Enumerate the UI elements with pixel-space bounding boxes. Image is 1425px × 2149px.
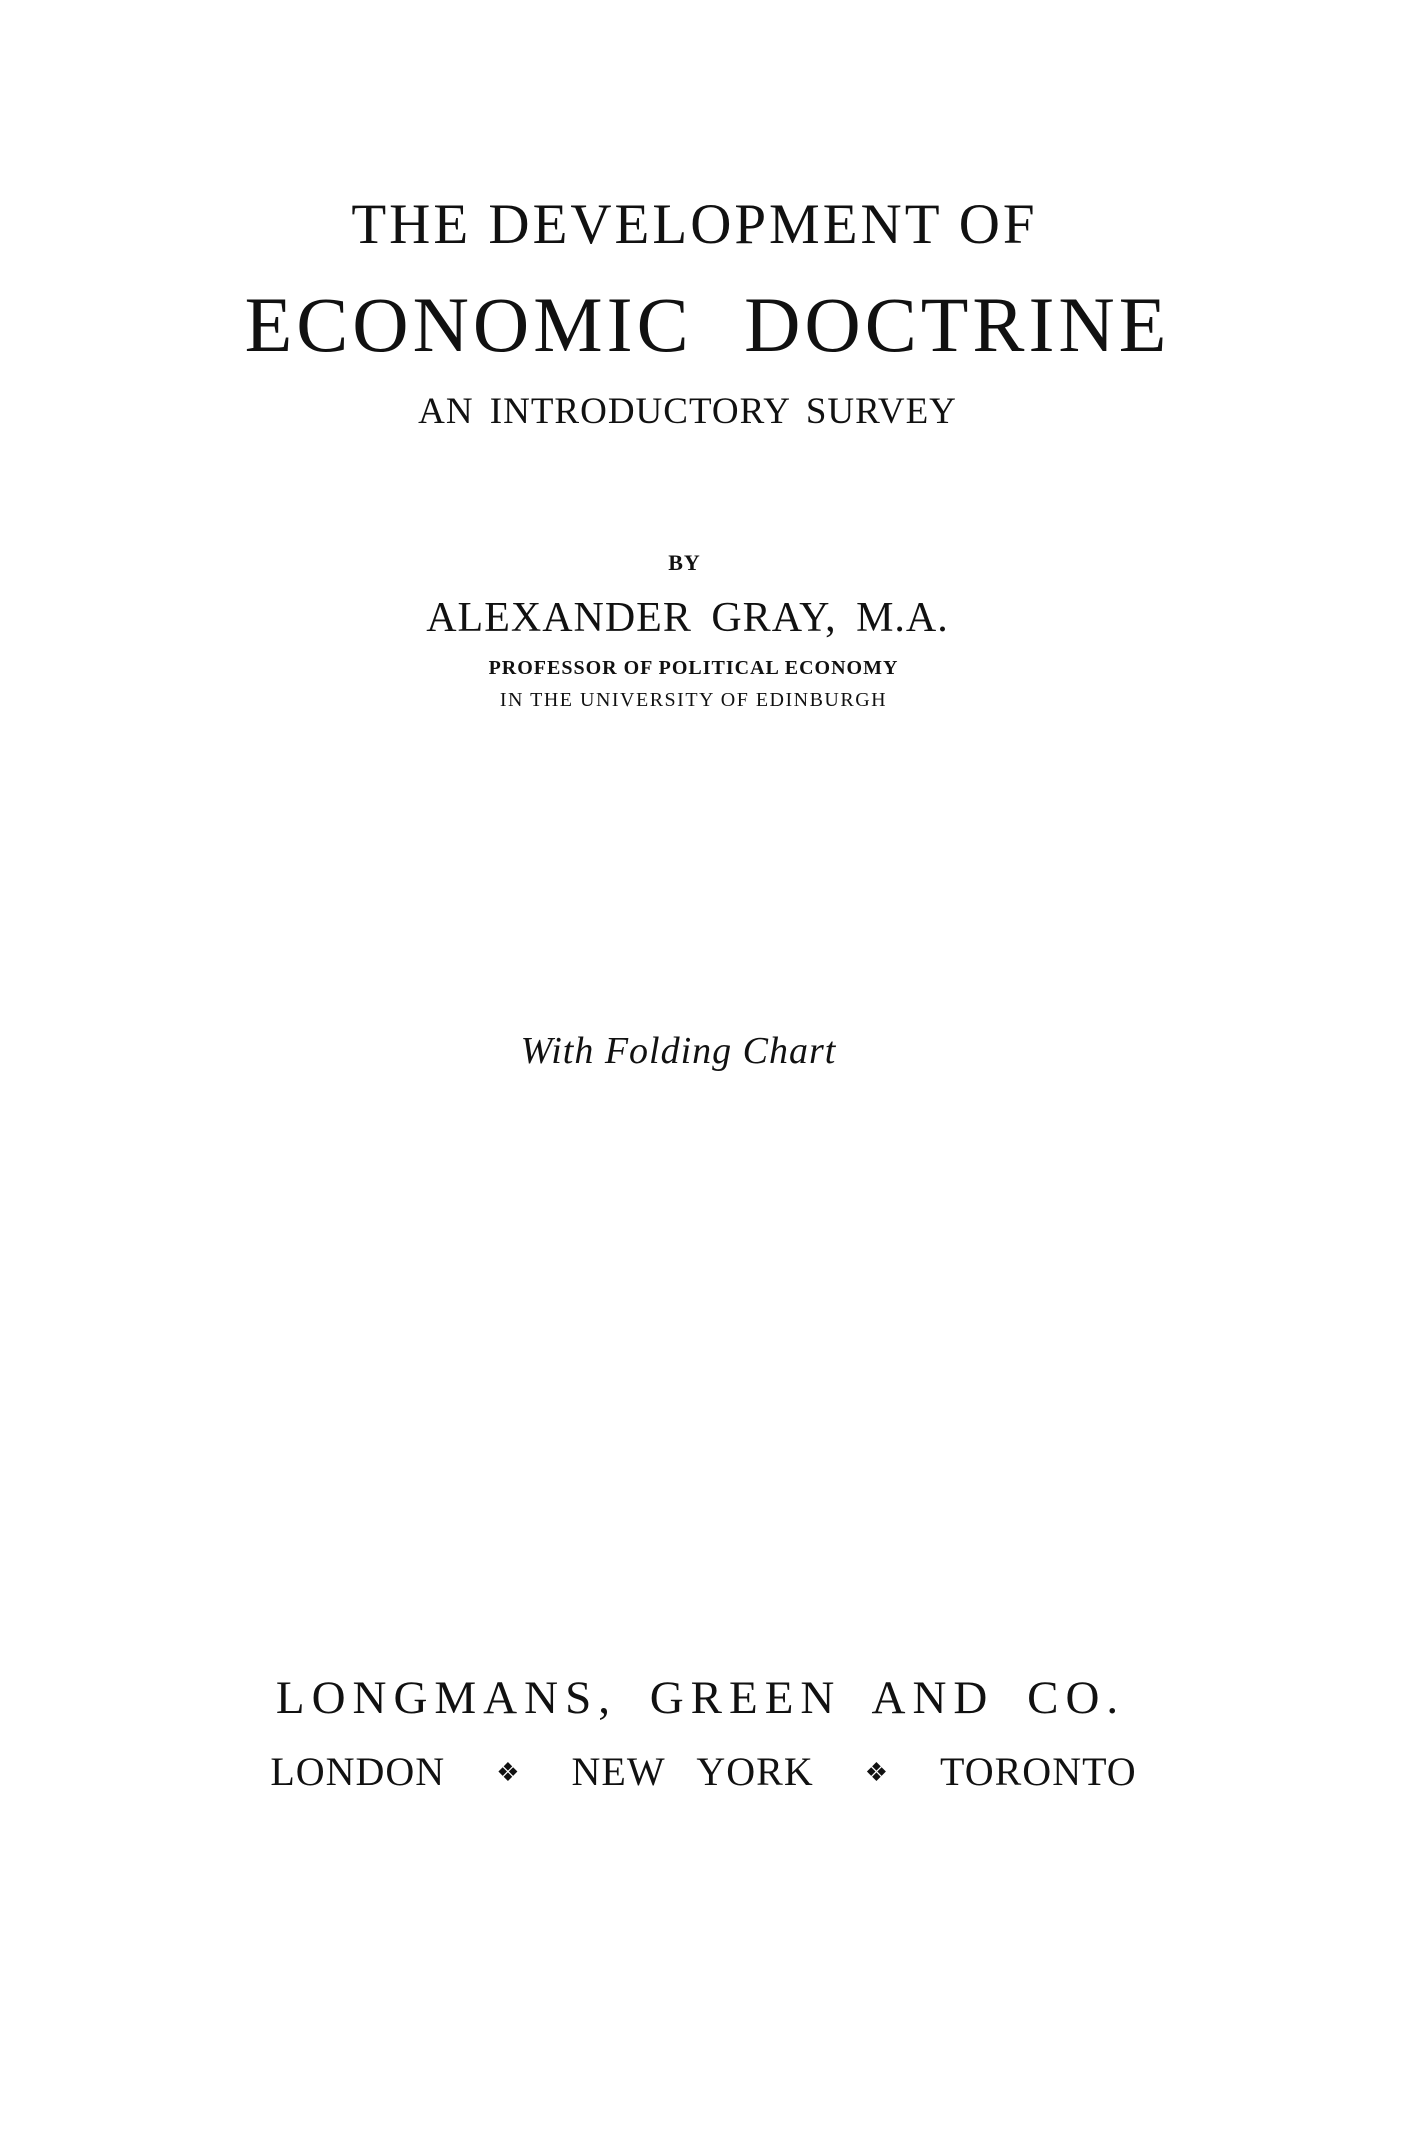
publisher-cities: [0, 1749, 1416, 1794]
affiliation-line-1: PROFESSOR OF POLITICAL ECONOMY: [488, 657, 899, 679]
subtitle: AN INTRODUCTORY SURVEY: [418, 391, 957, 432]
title-line-2: ECONOMIC DOCTRINE: [244, 281, 1171, 368]
city-london: LONDON: [270, 1749, 446, 1794]
city-toronto: TORONTO: [940, 1749, 1137, 1794]
affiliation-line-2: IN THE UNIVERSITY OF EDINBURGH: [499, 689, 888, 711]
publisher-name: LONGMANS, GREEN AND CO.: [275, 1672, 1126, 1724]
by-label: BY: [668, 550, 701, 575]
folding-chart-note: With Folding Chart: [520, 1030, 837, 1072]
author-name: ALEXANDER GRAY, M.A.: [426, 595, 949, 641]
city-new-york: NEW YORK: [571, 1749, 814, 1794]
title-line-1: THE DEVELOPMENT OF: [351, 193, 1038, 256]
ornament-icon: ❖: [864, 1758, 890, 1787]
ornament-icon: ❖: [496, 1758, 521, 1787]
